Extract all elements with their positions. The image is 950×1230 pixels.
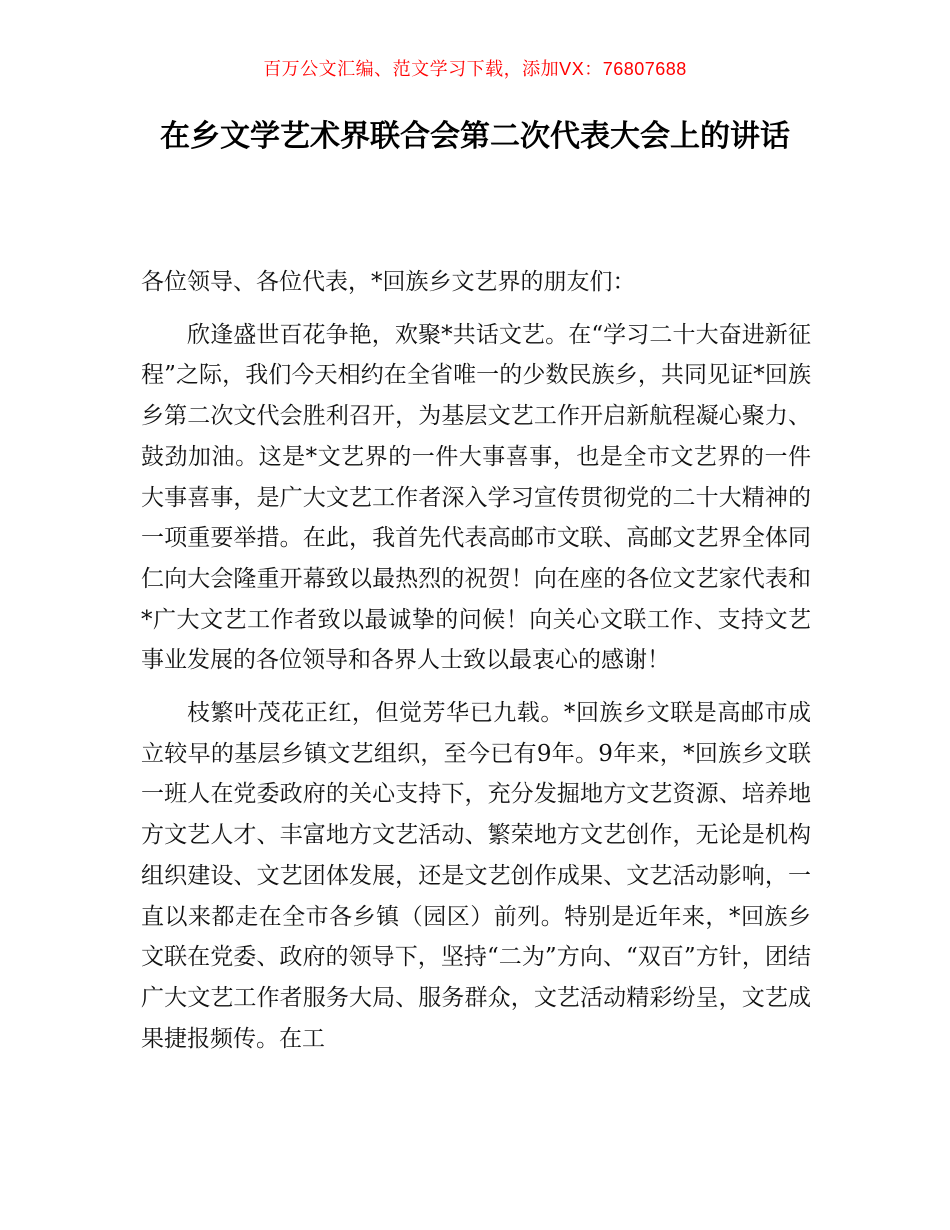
salutation: 各位领导、各位代表，*回族乡文艺界的朋友们： (141, 269, 636, 295)
document-body (141, 262, 811, 1071)
document-title: 在乡文学艺术界联合会第二次代表大会上的讲话 (160, 119, 790, 154)
header-watermark: 百万公文汇编、范文学习下载，添加VX：76807688 (263, 59, 687, 79)
paragraph-2: 枝繁叶茂花正红，但觉芳华已九载。*回族乡文联是高邮市成立较早的基层乡镇文艺组织，至今已有9年。9年来，*回族乡文联一班人在党委政府的关心支持下，充分发掘地方文艺资源、培养地方文艺人才、丰富地方文艺活动、繁荣地方文艺创作，无论是机构组织建设、文艺团体发展，还是文艺创作成果、文艺活动影响，一直以来都走在全市各乡镇（园区）前列。特别是近年来，*回族乡文联在党委、政府的领导下，坚持“二为”方向、“双百”方针，团结广大文艺工作者服务大局、服务群众，文艺活动精彩纷呈，文艺成果捷报频传。在工 (141, 700, 811, 1052)
paragraph-1: 欣逢盛世百花争艳，欢聚*共话文艺。在“学习二十大奋进新征程”之际，我们今天相约在全省唯一的少数民族乡，共同见证*回族乡第二次文代会胜利召开，为基层文艺工作开启新航程凝心聚力、鼓劲加油。这是*文艺界的一件大事喜事，也是全市文艺界的一件大事喜事，是广大文艺工作者深入学习宣传贯彻党的二十大精神的一项重要举措。在此，我首先代表高邮市文联、高邮文艺界全体同仁向大会隆重开幕致以最热烈的祝贺！向在座的各位文艺家代表和*广大文艺工作者致以最诚挚的问候！向关心文联工作、支持文艺事业发展的各位领导和各界人士致以最衷心的感谢！ (141, 321, 811, 674)
